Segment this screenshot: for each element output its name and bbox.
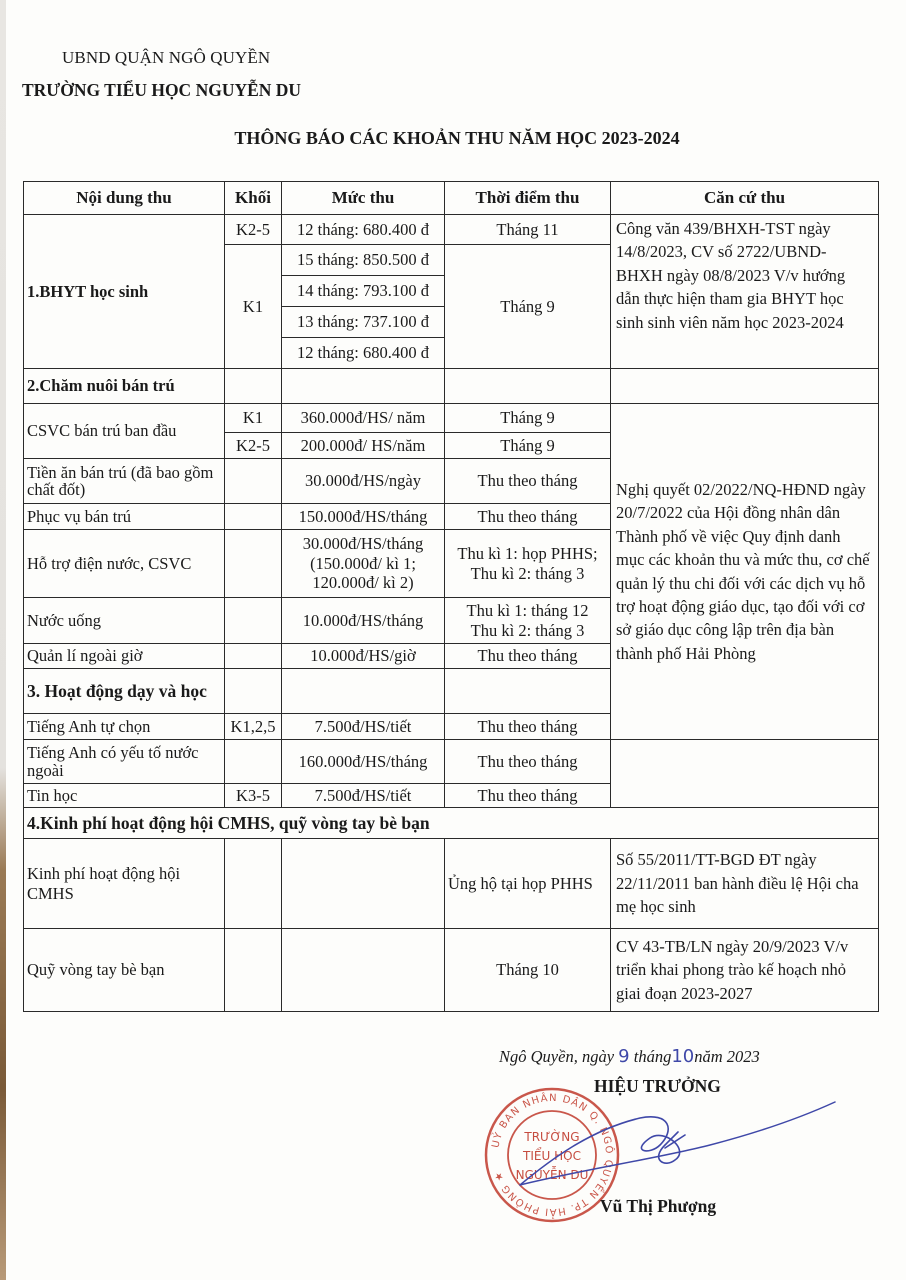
section-title: 4.Kinh phí hoạt động hội CMHS, quỹ vòng tay bè bạn <box>24 808 879 839</box>
item-label: Hỗ trợ điện nước, CSVC <box>24 530 225 598</box>
fee-cell: 10.000đ/HS/giờ <box>282 644 445 669</box>
col-header-grade: Khối <box>225 182 282 215</box>
time-cell: Tháng 9 <box>445 433 611 459</box>
fee-cell: 150.000đ/HS/tháng <box>282 504 445 530</box>
time-cell <box>445 530 611 598</box>
fee-cell <box>282 929 445 1012</box>
table-row <box>24 740 879 784</box>
item-label: Nước uống <box>24 598 225 644</box>
fee-cell: 15 tháng: 850.500 đ <box>282 245 445 276</box>
fee-line: 120.000đ/ kì 2) <box>312 573 414 593</box>
fee-line: 30.000đ/HS/tháng <box>302 533 424 553</box>
svg-text:TIỂU HỌC: TIỂU HỌC <box>523 1149 581 1163</box>
fee-cell: 12 tháng: 680.400 đ <box>282 338 445 369</box>
grade-cell: K2-5 <box>225 433 282 459</box>
basis-cell: CV 43-TB/LN ngày 20/9/2023 V/v triển khai phong trào kế hoạch nhỏ giai đoạn 2023-2027 <box>611 929 879 1012</box>
basis-cell: Công văn 439/BHXH-TST ngày 14/8/2023, CV số 2722/UBND-BHXH ngày 08/8/2023 V/v hướng dẫn thực hiện tham gia BHYT học sinh sinh viên năm học 2023-2024 <box>611 215 879 369</box>
svg-text:NGUYỄN DU: NGUYỄN DU <box>515 1168 589 1182</box>
col-header-basis: Căn cứ thu <box>611 182 879 215</box>
fee-cell: 10.000đ/HS/tháng <box>282 598 445 644</box>
item-label: Tin học <box>24 784 225 808</box>
fees-table <box>23 181 879 1012</box>
signer-role: HIỆU TRƯỞNG <box>594 1076 721 1096</box>
grade-cell: K1,2,5 <box>225 714 282 740</box>
fee-cell: 12 tháng: 680.400 đ <box>282 215 445 245</box>
signing-place-date: Ngô Quyền, ngày 9 tháng10năm 2023 <box>499 1046 760 1067</box>
handwritten-signature <box>500 1090 840 1200</box>
time-cell: Thu theo tháng <box>445 740 611 784</box>
grade-cell <box>225 459 282 504</box>
grade-cell <box>225 504 282 530</box>
grade-cell: K3-5 <box>225 784 282 808</box>
basis-cell: Số 55/2011/TT-BGD ĐT ngày 22/11/2011 ban hành điều lệ Hội cha mẹ học sinh <box>611 839 879 929</box>
section-title: 3. Hoạt động dạy và học <box>24 669 225 714</box>
table-row <box>24 215 879 245</box>
fee-cell: 7.500đ/HS/tiết <box>282 714 445 740</box>
fee-line: (150.000đ/ kì 1; <box>310 553 416 573</box>
time-line: Thu kì 2: tháng 3 <box>470 563 585 583</box>
table-row <box>24 839 879 929</box>
item-label: Tiếng Anh có yếu tố nước ngoài <box>24 740 225 784</box>
col-header-fee: Mức thu <box>282 182 445 215</box>
time-cell: Tháng 9 <box>445 404 611 433</box>
basis-cell: Nghị quyết 02/2022/NQ-HĐND ngày 20/7/2022 của Hội đồng nhân dân Thành phố về việc Quy định danh mục các khoản thu và mức thu, cơ chế quản lý thu chi đối với các dịch vụ hỗ trợ hoạt động giáo dục, tạo đối với cơ sở giáo dục công lập trên địa bàn thành phố Hải Phòng <box>611 404 879 740</box>
grade-cell: K1 <box>225 404 282 433</box>
section-title: 1.BHYT học sinh <box>24 215 225 369</box>
page-edge-shadow <box>0 0 6 1280</box>
handwritten-month: 10 <box>671 1046 695 1067</box>
fee-cell: 7.500đ/HS/tiết <box>282 784 445 808</box>
grade-cell <box>225 740 282 784</box>
handwritten-day: 9 <box>618 1046 630 1067</box>
time-cell: Thu theo tháng <box>445 784 611 808</box>
time-cell: Tháng 11 <box>445 215 611 245</box>
time-cell: Thu theo tháng <box>445 504 611 530</box>
time-cell: Thu theo tháng <box>445 459 611 504</box>
section-title: 2.Chăm nuôi bán trú <box>24 369 225 404</box>
time-line: Thu kì 1: tháng 12 <box>466 600 589 620</box>
time-cell: Thu theo tháng <box>445 714 611 740</box>
table-row <box>24 929 879 1012</box>
grade-cell <box>225 929 282 1012</box>
section-row <box>24 369 879 404</box>
fee-cell <box>282 530 445 598</box>
item-label: Phục vụ bán trú <box>24 504 225 530</box>
col-header-content: Nội dung thu <box>24 182 225 215</box>
fee-cell: 14 tháng: 793.100 đ <box>282 276 445 307</box>
grade-cell <box>225 530 282 598</box>
section-row <box>24 808 879 839</box>
grade-cell <box>225 839 282 929</box>
item-label: Tiếng Anh tự chọn <box>24 714 225 740</box>
table-row <box>24 404 879 433</box>
item-label: Quản lí ngoài giờ <box>24 644 225 669</box>
fee-cell: 13 tháng: 737.100 đ <box>282 307 445 338</box>
time-cell: Ủng hộ tại họp PHHS <box>445 839 611 929</box>
fee-cell: 200.000đ/ HS/năm <box>282 433 445 459</box>
time-cell <box>445 598 611 644</box>
col-header-time: Thời điểm thu <box>445 182 611 215</box>
fee-cell <box>282 839 445 929</box>
time-line: Thu kì 2: tháng 3 <box>470 620 585 640</box>
fee-cell: 160.000đ/HS/tháng <box>282 740 445 784</box>
header-school: TRƯỜNG TIỂU HỌC NGUYỄN DU <box>22 80 302 100</box>
fee-cell: 360.000đ/HS/ năm <box>282 404 445 433</box>
item-label: Tiền ăn bán trú (đã bao gồm chất đốt) <box>24 459 225 504</box>
grade-cell: K1 <box>225 245 282 369</box>
svg-text:TRƯỜNG: TRƯỜNG <box>524 1130 580 1144</box>
item-label: Kinh phí hoạt động hội CMHS <box>24 839 225 929</box>
time-cell: Tháng 10 <box>445 929 611 1012</box>
svg-text:UỶ BAN NHÂN DÂN Q. NGÔ QUYỀN T: UỶ BAN NHÂN DÂN Q. NGÔ QUYỀN TP. HẢI PHÒNG ★ <box>490 1092 615 1218</box>
grade-cell <box>225 644 282 669</box>
grade-cell <box>225 598 282 644</box>
fee-cell: 30.000đ/HS/ngày <box>282 459 445 504</box>
document-title: THÔNG BÁO CÁC KHOẢN THU NĂM HỌC 2023-2024 <box>234 128 680 148</box>
signer-name: Vũ Thị Phượng <box>600 1196 717 1216</box>
grade-cell: K2-5 <box>225 215 282 245</box>
time-cell: Thu theo tháng <box>445 644 611 669</box>
time-cell: Tháng 9 <box>445 245 611 369</box>
table-header-row <box>24 182 879 215</box>
time-line: Thu kì 1: họp PHHS; <box>457 543 598 563</box>
item-label: Quỹ vòng tay bè bạn <box>24 929 225 1012</box>
header-agency: UBND QUẬN NGÔ QUYỀN <box>62 48 271 67</box>
item-label: CSVC bán trú ban đầu <box>24 404 225 459</box>
